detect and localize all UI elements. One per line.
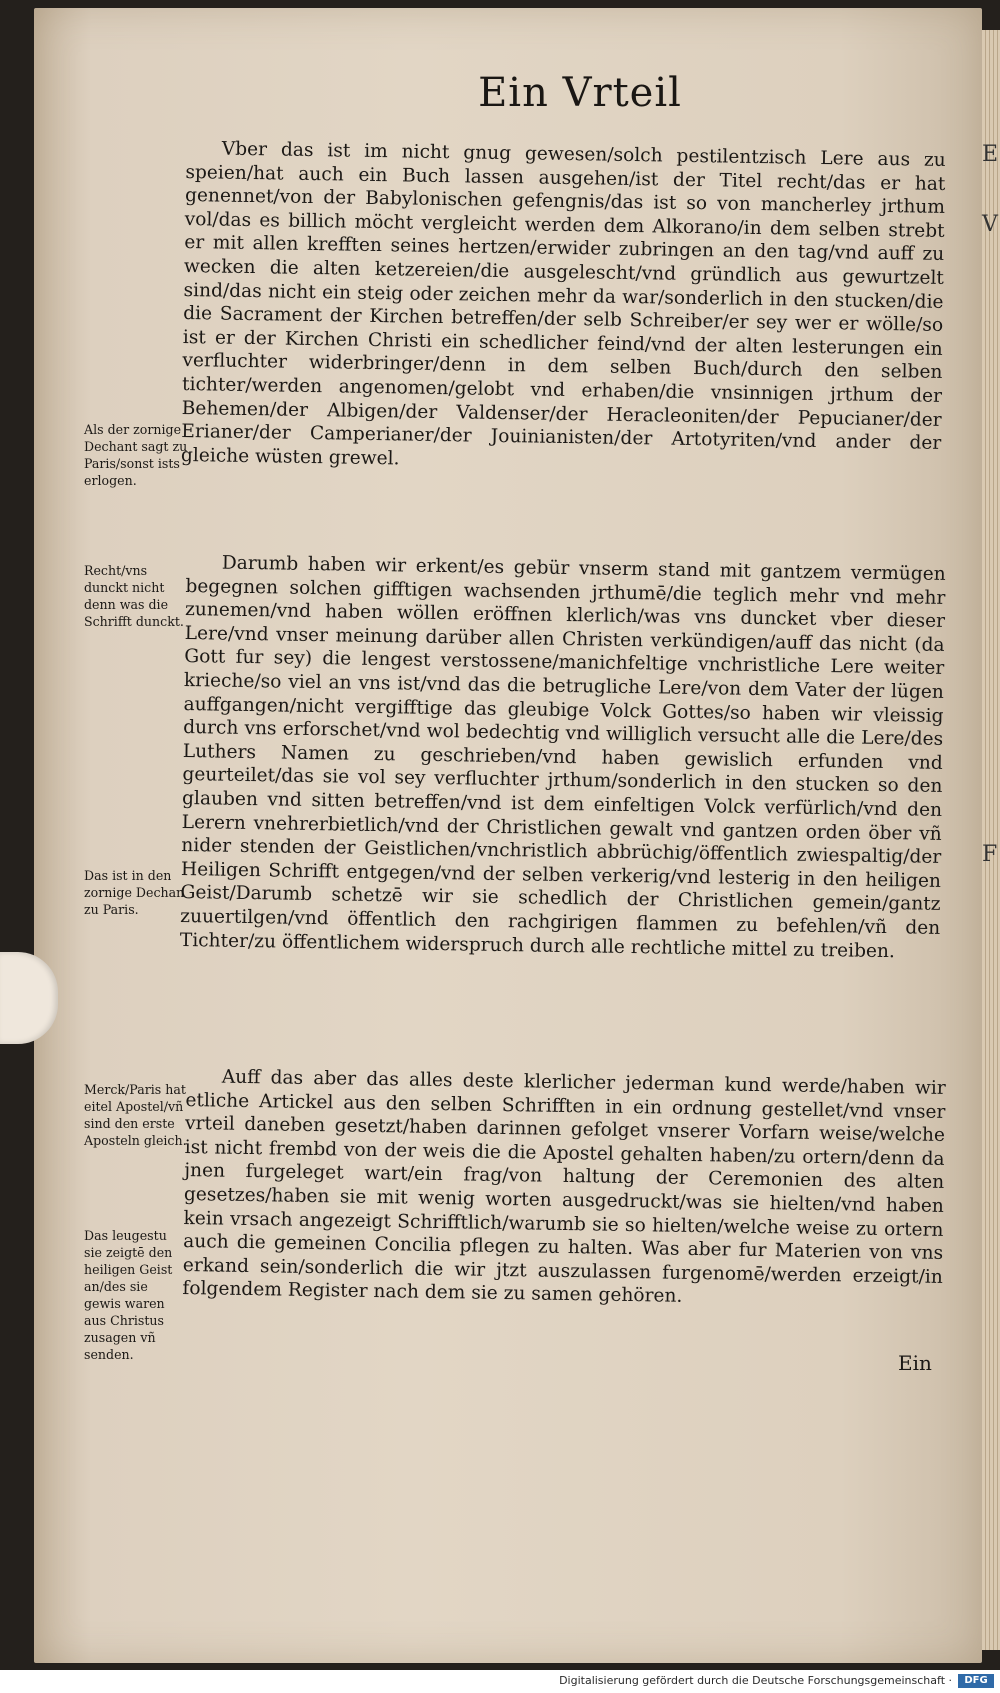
paragraph-text: Darumb haben wir erkent/es gebür vnserm stand mit gantzem vermügen begegnen solchen gifftigen wachsenden jrthumē/die teglich mehr vnd mehr zunemen/vnd haben wöllen eröffnen klerlich/was vns duncket vber dieser Lere/vnd vnser meinung darüber allen Christen verkündigen/auff das nicht (da Gott fur sey) die lengest verstossene/manichfeltige vnchristliche Lere weiter krieche/so viel an vns ist/vnd das die betrugliche Lere/von dem Vater der lügen auffgangen/nicht vergifftige das gleubige Volck Gottes/so haben wir vleissig durch vns erforschet/vnd wol bedechtig vnd williglich versucht alle die Lere/des Luthers Namen zu geschrieben/vnd haben gewislich erfunden vnd geurteilet/das sie vol sey verfluchter jrthum/sonderlich in den stucken so den glauben vnd sitten betreffen/vnd ist dem einfeltigen Volck verfürlich/vnd den Lerern vnehrerbietlich/vnd der Christlichen gewalt vnd gantzen orden öber vñ nider stenden der Geistlichen/vnchristlich abbrüchig/öffentlich zwiespaltig/der Heiligen Schrifft entgegen/vnd der selben verkerig/vnd lesterig in den heiligen Geist/Darumb schetzē wir sie schedlich der Christlichen gemein/gantz zuuertilgen/vnd öffentlich den rachgirigen flammen zu befehlen/vñ den Tichter/zu öffentlichem widerspruch durch alle rechtliche mittel zu treiben. (179, 552, 946, 962)
edge-letter: E (982, 142, 999, 167)
catchword: Ein (898, 1351, 932, 1375)
marginal-note: Recht/vns dunckt nicht denn was die Schrifft dunckt. (84, 563, 184, 629)
paragraph-1 (181, 137, 946, 479)
edge-letter: F (982, 842, 998, 867)
marginal-note: Merck/Paris hat eitel Apostel/vñ sind den erste Aposteln gleich. (84, 1082, 187, 1148)
dfg-logo: DFG (958, 1674, 994, 1688)
paragraph-2 (180, 551, 946, 964)
marginal-note: Als der zornige Dechant sagt zu Paris/sonst ists erlogen. (84, 422, 188, 488)
paragraph-text: Auff das aber das alles deste klerlicher jederman kund werde/haben wir etliche Artickel aus den selben Schrifften in ein ordnung gestellet/vnd vnser vrteil daneben gesetzt/haben darinnen gefolget vnserer Vorfarn weise/welche ist nicht frembd von der weis die die Apostel gehalten haben/zu ortern/denn da jnen furgeleget wart/ein frag/von haltung der Ceremonien des alten gesetzes/haben sie mit wenig worten ausgedruckt/was sie hielten/vnd haben kein vrsach angezeigt Schrifftlich/warumb sie so hielten/welche weise zu ortern auch die gemeinen Concilia pflegen zu halten. Was aber fur Materien von vns erkand sein/sonderlich die wir jtzt auszulassen furgenomē/werden erzeigt/in folgendem Register nach dem sie zu samen gehören. (182, 1066, 946, 1308)
edge-letter: V (982, 212, 998, 237)
marginal-note: Das ist in den zornige Dechan zu Paris. (84, 868, 185, 917)
running-head: Ein Vrteil (478, 70, 682, 116)
digitization-footer (0, 1670, 1000, 1693)
paragraph-3 (182, 1065, 946, 1313)
next-page-edge-letters (982, 120, 1000, 890)
marginal-note: Das leugestu sie zeigtē den heiligen Geist an/des sie gewis waren aus Christus zusagen vñ senden. (84, 1228, 173, 1362)
footer-credit: Digitalisierung gefördert durch die Deutsche Forschungsgemeinschaft · (559, 1674, 952, 1687)
paragraph-text: Vber das ist im nicht gnug gewesen/solch pestilentzisch Lere aus zu speien/hat auch ein Buch lassen ausgehen/ist der Titel recht/das er hat genennet/von der Babylonischen gefengnis/das ist so von mancherley jrthum vol/das es billich möcht vergleicht werden dem Alkorano/in dem selben strebt er mit allen krefften seines hertzen/erwider zubringen an den tag/vnd auff zu wecken die alten ketzereien/die ausgelescht/vnd gründlich aus gewurtzelt sind/das nicht ein steig oder zeichen mehr da war/sonderlich in den stucken/die die Sacrament der Kirchen betreffen/der selb Schreiber/er sey wer er wölle/so ist er der Kirchen Christi ein schedlicher feind/vnd der alten lesterungen ein verfluchter widerbringer/denn in dem selben Buch/durch den selben tichter/werden angenomen/gelobt vnd erhaben/die vnsinnigen jrthum der Behemen/der Albigen/der Valdenser/der Heracleoniten/der Pepucianer/der Erianer/der Camperianer/der Jouinianisten/der Artotyriten/vnd ander der gleiche wüsten grewel. (180, 138, 946, 470)
